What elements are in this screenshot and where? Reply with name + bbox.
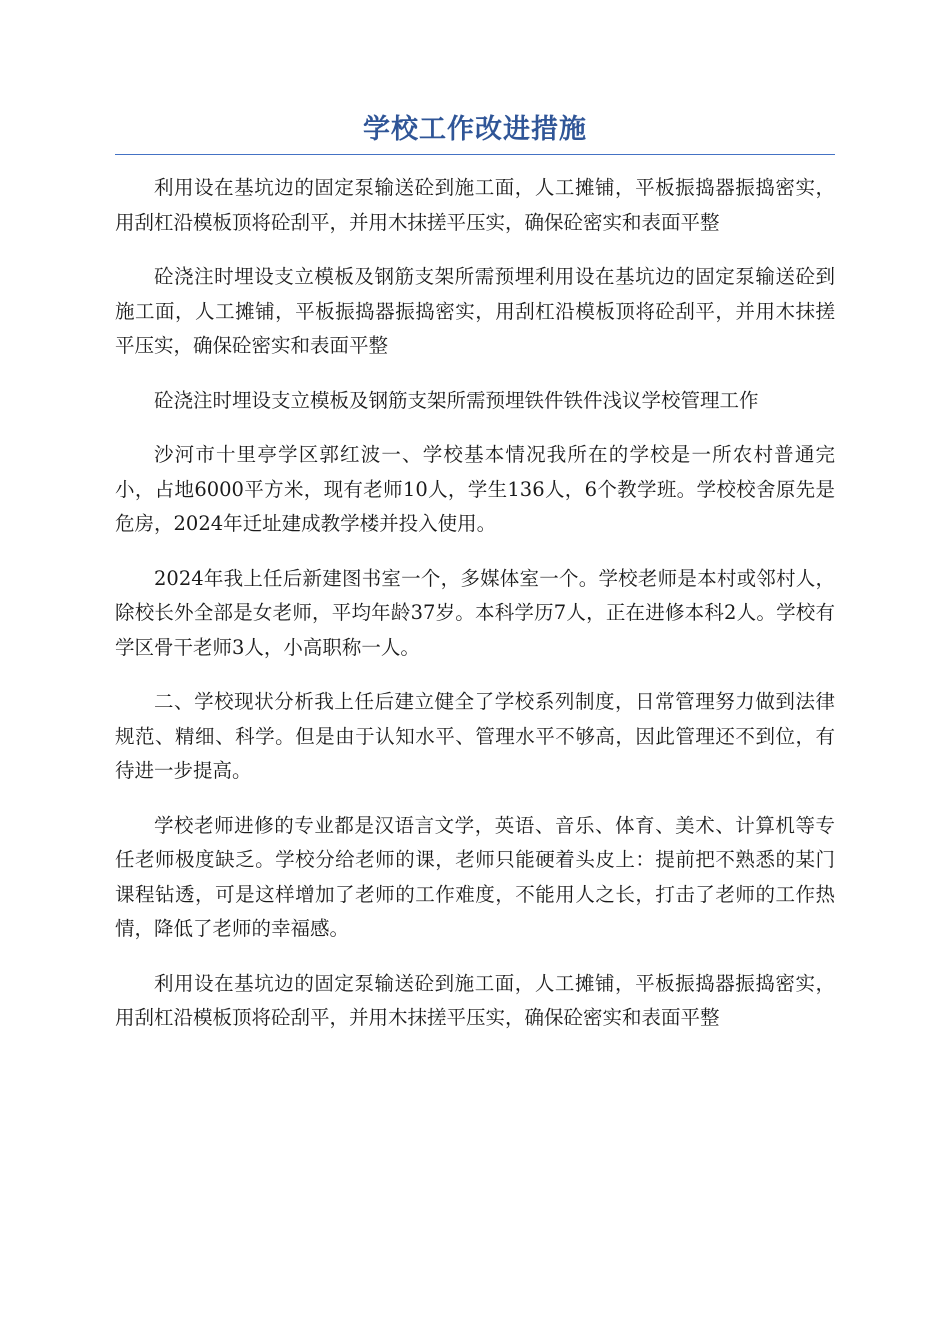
paragraph: 砼浇注时埋设支立模板及钢筋支架所需预埋利用设在基坑边的固定泵输送砼到施工面，人工摊铺，平板振捣器振捣密实，用刮杠沿模板顶将砼刮平，并用木抹搓平压实，确保砼密实和表面平整 [115,265,835,357]
document-page [115,110,835,1056]
document-title: 学校工作改进措施 [363,114,587,145]
paragraph: 利用设在基坑边的固定泵输送砼到施工面，人工摊铺，平板振捣器振捣密实，用刮杠沿模板顶将砼刮平，并用木抹搓平压实，确保砼密实和表面平整 [115,971,835,1029]
document-body [115,171,835,1036]
paragraph: 砼浇注时埋设支立模板及钢筋支架所需预埋铁件铁件浅议学校管理工作 [154,388,759,412]
paragraph: 2024年我上任后新建图书室一个，多媒体室一个。学校老师是本村或邻村人，除校长外全部是女老师，平均年龄37岁。本科学历7人，正在进修本科2人。学校有学区骨干老师3人，小高职称一人。 [115,566,835,659]
paragraph: 学校老师进修的专业都是汉语言文学，英语、音乐、体育、美术、计算机等专任老师极度缺乏。学校分给老师的课，老师只能硬着头皮上：提前把不熟悉的某门课程钻透，可是这样增加了老师的工作难度，不能用人之长，打击了老师的工作热情，降低了老师的幸福感。 [115,813,835,940]
paragraph: 沙河市十里亭学区郭红波一、学校基本情况我所在的学校是一所农村普通完小，占地6000平方米，现有老师10人，学生136人，6个教学班。学校校舍原先是危房，2024年迁址建成教学楼并投入使用。 [115,443,835,535]
title-underline [115,154,835,155]
paragraph: 二、学校现状分析我上任后建立健全了学校系列制度，日常管理努力做到法律规范、精细、科学。但是由于认知水平、管理水平不够高，因此管理还不到位，有待进一步提高。 [115,690,835,782]
paragraph: 利用设在基坑边的固定泵输送砼到施工面，人工摊铺，平板振捣器振捣密实，用刮杠沿模板顶将砼刮平，并用木抹搓平压实，确保砼密实和表面平整 [115,176,835,234]
